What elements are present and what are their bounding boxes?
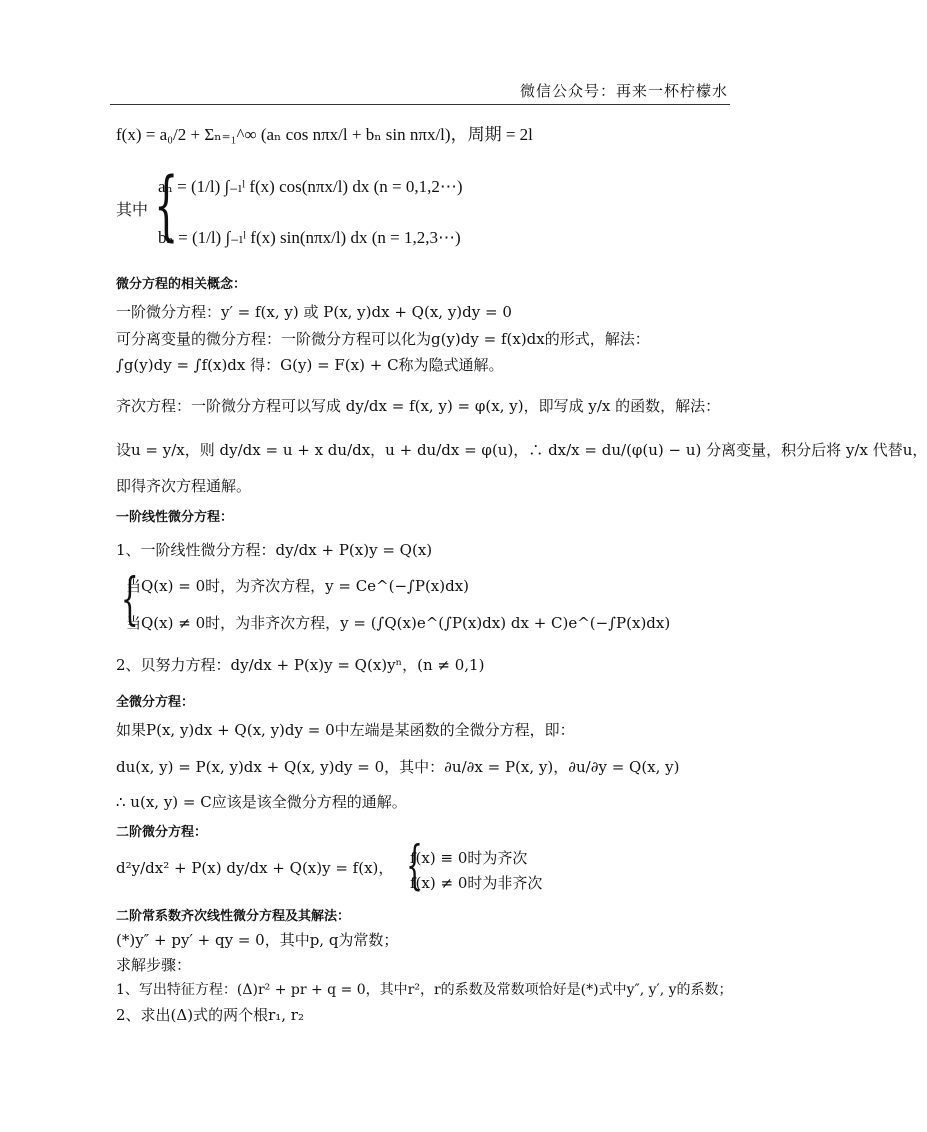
section-title-exact: 全微分方程：	[116, 695, 195, 710]
bernoulli-equation: 2、贝努力方程：dy/dx + P(x)y = Q(x)yⁿ，(n ≠ 0,1)	[116, 656, 485, 674]
second-order-nonhomogeneous: f(x) ≠ 0时为非齐次	[410, 874, 543, 892]
header-text: 微信公众号：再来一杯柠檬水	[519, 82, 728, 100]
homogeneous-substitution: 设u = y/x，则 dy/dx = u + x du/dx，u + du/dx = φ(u)，∴ dx/x = du/(φ(u) − u) 分离变量，积分后将 y/x 代替u，	[116, 441, 927, 459]
section-title-constant-coefficient: 二阶常系数齐次线性微分方程及其解法：	[116, 909, 351, 924]
separable-solution: ∫g(y)dy = ∫f(x)dx 得：G(y) = F(x) + C称为隐式通解。	[116, 356, 504, 374]
linear-ode: 1、一阶线性微分方程：dy/dx + P(x)y = Q(x)	[116, 541, 433, 559]
page-header	[110, 80, 730, 105]
fourier-bn: bₙ = (1/l) ∫₋ₗˡ f(x) sin(nπx/l) dx (n = 1,2,3⋯)	[158, 228, 461, 247]
section-title-concepts: 微分方程的相关概念：	[116, 277, 247, 292]
step-two: 2、求出(Δ)式的两个根r₁, r₂	[116, 1006, 304, 1024]
fourier-brace: {	[154, 160, 179, 249]
linear-nonhomogeneous-case: 当Q(x) ≠ 0时，为非齐次方程，y = (∫Q(x)e^(∫P(x)dx) dx + C)e^(−∫P(x)dx)	[126, 614, 671, 632]
first-order-ode: 一阶微分方程：y′ = f(x, y) 或 P(x, y)dx + Q(x, y)dy = 0	[116, 303, 512, 321]
fourier-formula: f(x) = a₀/2 + Σₙ₌₁^∞ (aₙ cos nπx/l + bₙ sin nπx/l)，周期 = 2l	[116, 125, 533, 144]
second-order-brace: {	[406, 836, 423, 896]
exact-solution: ∴ u(x, y) = C应该是该全微分方程的通解。	[116, 793, 407, 811]
separable-ode: 可分离变量的微分方程：一阶微分方程可以化为g(y)dy = f(x)dx的形式，解法：	[116, 330, 650, 348]
section-title-linear: 一阶线性微分方程：	[116, 510, 234, 525]
second-order-equation: d²y/dx² + P(x) dy/dx + Q(x)y = f(x)，	[116, 859, 394, 877]
solution-steps-label: 求解步骤：	[116, 956, 192, 974]
constant-coefficient-equation: (*)y″ + py′ + qy = 0，其中p, q为常数；	[116, 931, 399, 949]
exact-definition: 如果P(x, y)dx + Q(x, y)dy = 0中左端是某函数的全微分方程，即：	[116, 721, 575, 739]
fourier-label: 其中	[116, 200, 149, 219]
exact-differential: du(x, y) = P(x, y)dx + Q(x, y)dy = 0，其中：∂u/∂x = P(x, y)，∂u/∂y = Q(x, y)	[116, 758, 680, 776]
section-title-second-order: 二阶微分方程：	[116, 825, 208, 840]
linear-homogeneous-case: 当Q(x) = 0时，为齐次方程，y = Ce^(−∫P(x)dx)	[126, 577, 470, 595]
second-order-homogeneous: f(x) ≡ 0时为齐次	[410, 849, 528, 867]
fourier-an: aₙ = (1/l) ∫₋ₗˡ f(x) cos(nπx/l) dx (n = 0,1,2⋯)	[158, 177, 463, 196]
linear-brace: {	[120, 567, 139, 632]
step-one: 1、写出特征方程：(Δ)r² + pr + q = 0，其中r²，r的系数及常数项恰好是(*)式中y″, y′, y的系数；	[116, 982, 733, 998]
homogeneous-ode: 齐次方程：一阶微分方程可以写成 dy/dx = f(x, y) = φ(x, y)，即写成 y/x 的函数，解法：	[116, 397, 721, 415]
homogeneous-conclusion: 即得齐次方程通解。	[116, 477, 252, 495]
